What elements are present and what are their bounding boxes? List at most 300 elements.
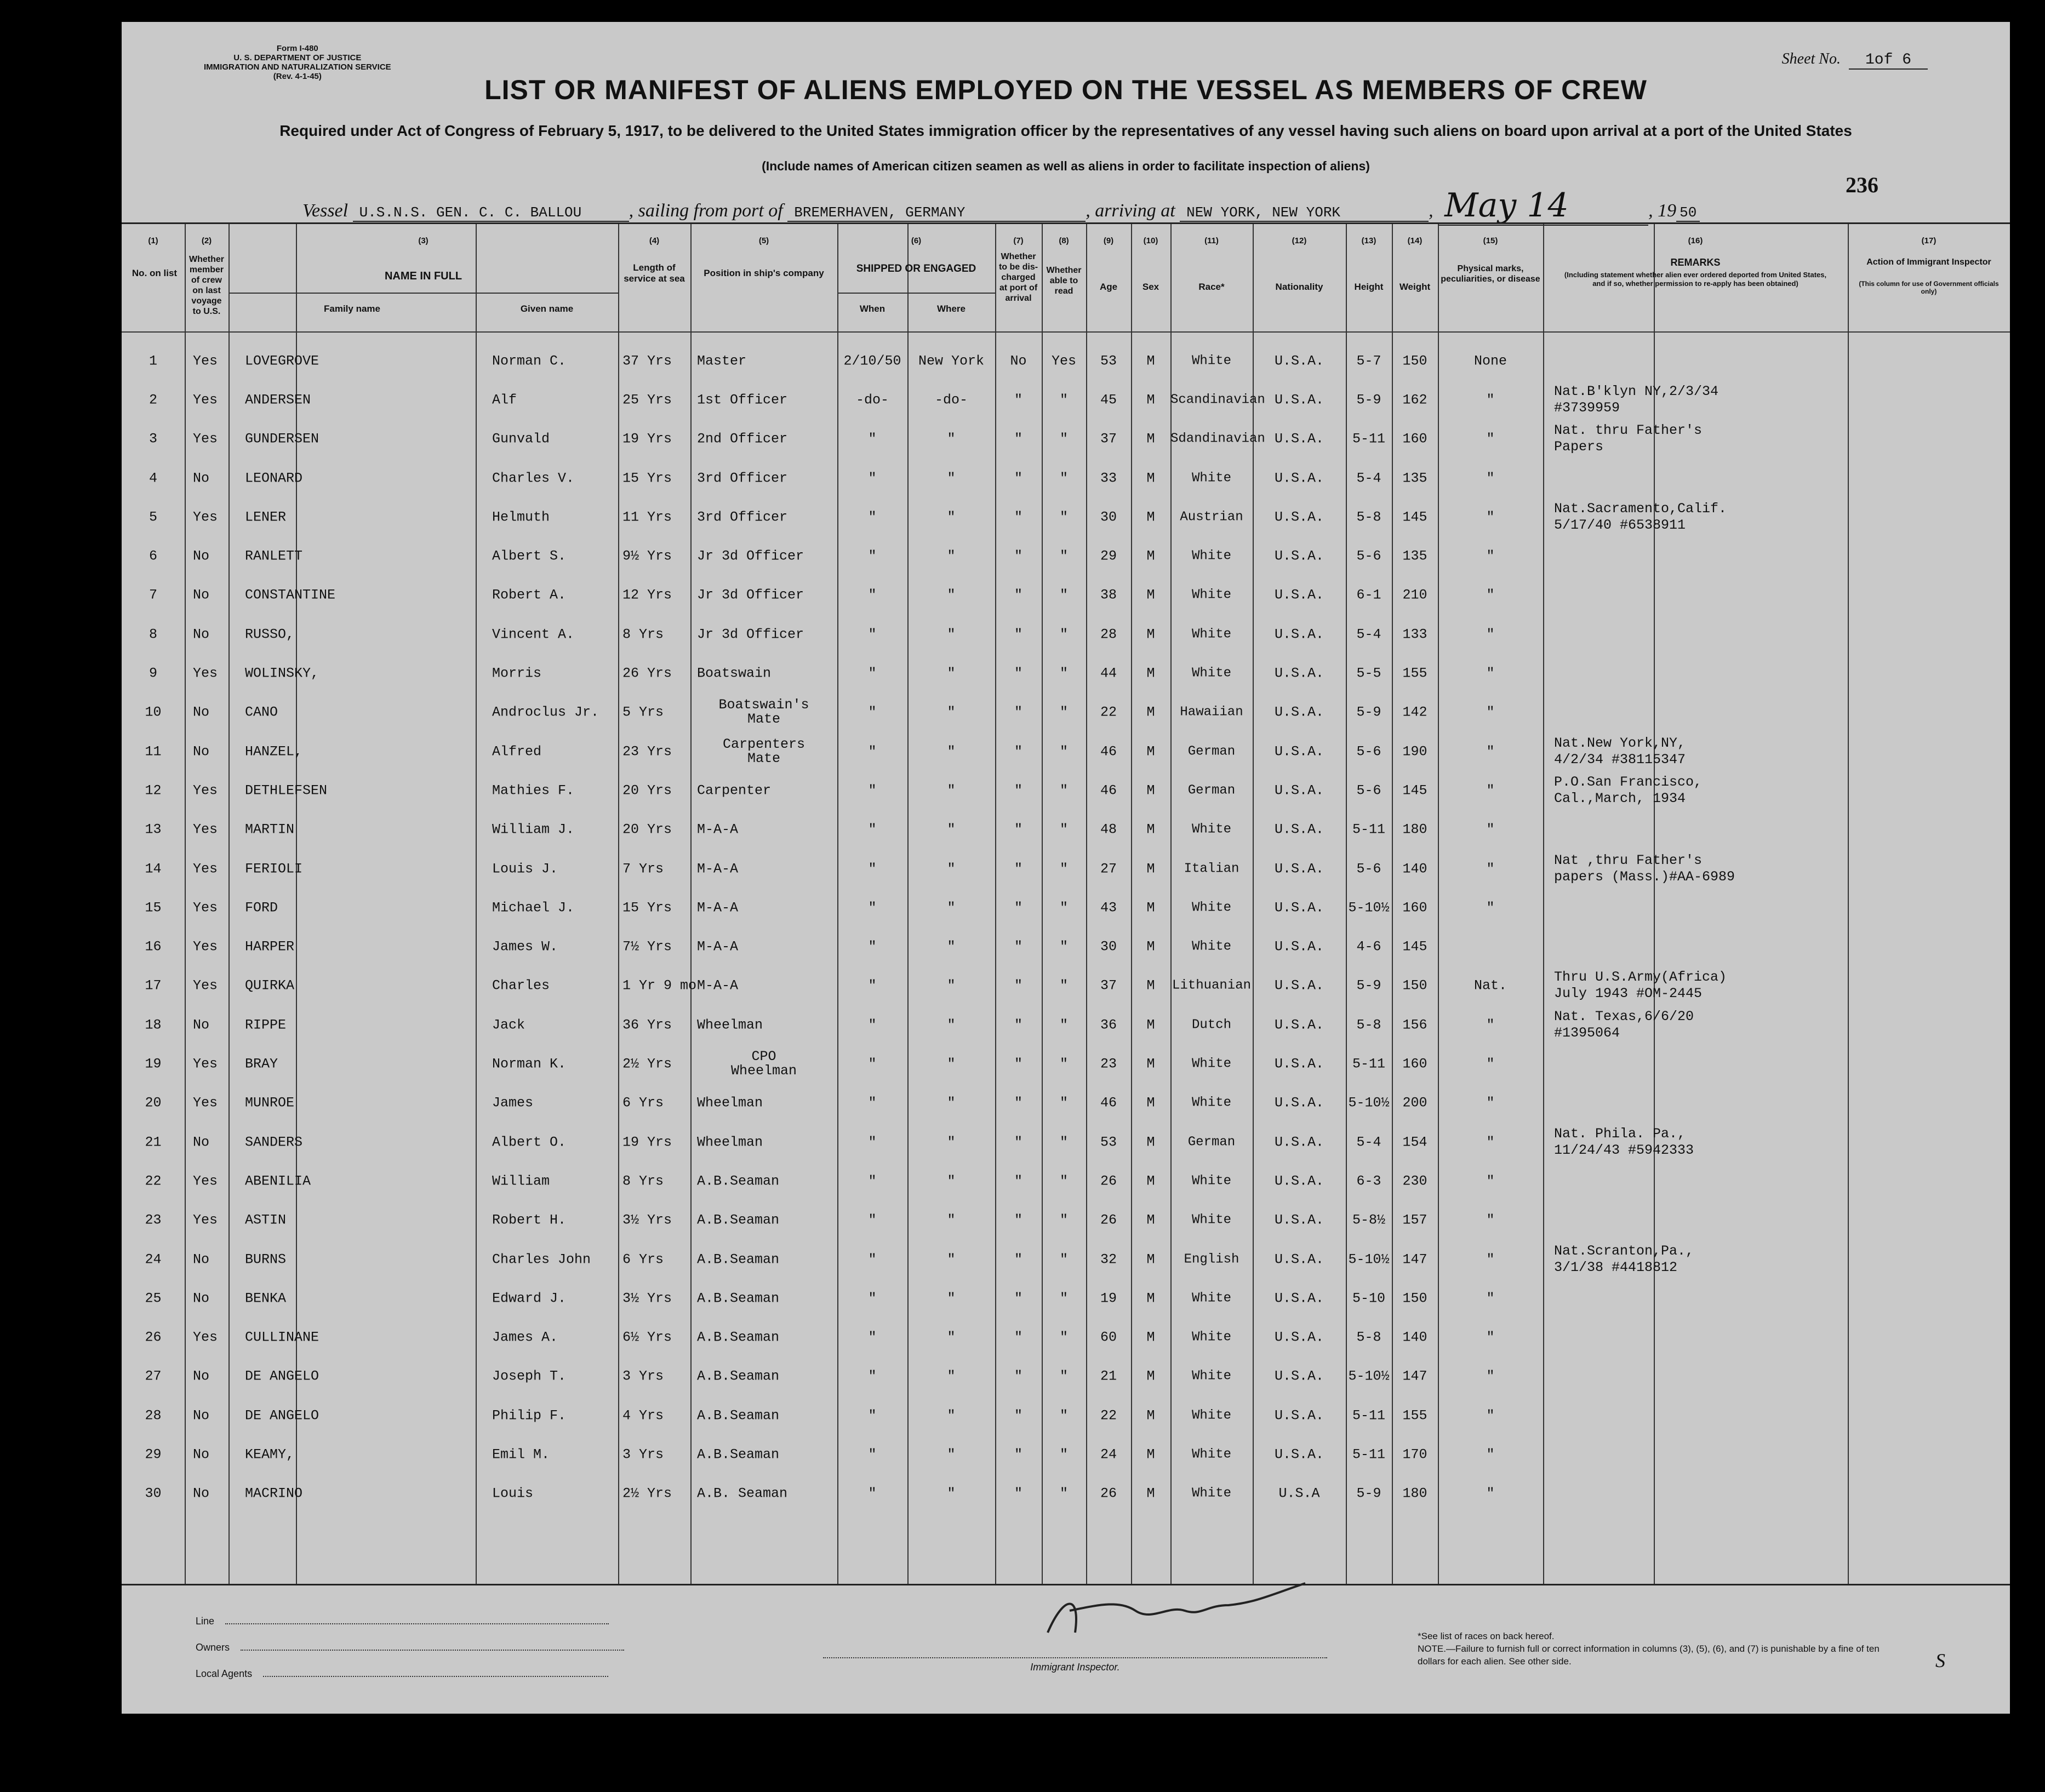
cell-position: A.B.Seaman (697, 1407, 780, 1424)
cell-where: " (947, 704, 956, 720)
cell-prev: Yes (193, 1329, 218, 1346)
table-row (122, 1396, 2010, 1435)
cell-marks: " (1486, 587, 1495, 603)
column-number: (12) (1292, 236, 1307, 245)
cell-where: " (947, 1095, 956, 1111)
cell-weight: 155 (1402, 665, 1427, 682)
owners-label: Owners (196, 1642, 230, 1653)
cell-prev: Yes (193, 1056, 218, 1072)
cell-race: White (1191, 1486, 1231, 1501)
cell-no: 26 (145, 1329, 162, 1346)
cell-race: White (1191, 471, 1231, 486)
cell-nationality: U.S.A. (1274, 431, 1324, 447)
header-race: Race* (1198, 282, 1225, 292)
cell-age: 29 (1100, 548, 1117, 564)
cell-prev: No (193, 1407, 210, 1424)
header-read: Whether able to read (1046, 266, 1082, 296)
cell-age: 45 (1100, 392, 1117, 408)
cell-family: MARTIN (245, 821, 295, 838)
cell-no: 18 (145, 1017, 162, 1033)
table-row (122, 1084, 2010, 1123)
table-row (122, 537, 2010, 576)
agents-blank (263, 1676, 608, 1677)
cell-remarks: Nat. Phila. Pa., 11/24/43 #5942333 (1554, 1125, 1694, 1158)
cell-family: CONSTANTINE (245, 587, 336, 603)
cell-where: " (947, 821, 956, 838)
header-given-name: Given name (520, 304, 574, 314)
column-number: (14) (1407, 236, 1423, 245)
cell-marks: " (1486, 1446, 1495, 1463)
cell-marks: " (1486, 900, 1495, 916)
cell-given: Charles V. (492, 470, 575, 486)
inspector-label: Immigrant Inspector. (823, 1657, 1327, 1673)
cell-read: " (1059, 1407, 1068, 1424)
cell-nationality: U.S.A. (1274, 1134, 1324, 1150)
penalty-note: NOTE.—Failure to furnish full or correct information in columns (3), (5), (6), and (7) is punishable by a fine of ten dollars for each alien. See other side. (1418, 1644, 1880, 1667)
column-number: (15) (1483, 236, 1498, 245)
cell-given: Norman C. (492, 353, 567, 369)
header-prev-voyage: Whether member of crew on last voyage to U.S. (189, 255, 224, 316)
cell-prev: Yes (193, 431, 218, 447)
cell-position: Wheelman (697, 1134, 763, 1150)
cell-marks: " (1486, 1407, 1495, 1424)
document-subtitle (122, 122, 2010, 140)
cell-race: White (1191, 627, 1231, 642)
cell-weight: 200 (1402, 1095, 1427, 1111)
cell-remarks: Nat.Scranton,Pa., 3/1/38 #4418812 (1554, 1243, 1694, 1275)
cell-no: 5 (148, 509, 157, 525)
cell-height: 6-1 (1356, 587, 1381, 603)
cell-sex: M (1146, 743, 1155, 760)
cell-where: " (947, 431, 956, 447)
owner-fields (196, 1608, 624, 1687)
cell-read: Yes (1051, 353, 1076, 369)
cell-nationality: U.S.A. (1274, 1095, 1324, 1111)
cell-nationality: U.S.A. (1274, 1407, 1324, 1424)
column-number: (7) (1013, 236, 1024, 245)
cell-age: 26 (1100, 1173, 1117, 1189)
manifest-sheet (122, 22, 2010, 1714)
cell-height: 5-8 (1356, 1017, 1381, 1033)
cell-no: 10 (145, 704, 162, 720)
cell-when: " (868, 1056, 877, 1072)
cell-marks: " (1486, 1134, 1495, 1150)
table-row (122, 966, 2010, 1005)
cell-prev: No (193, 743, 210, 760)
table-row (122, 1357, 2010, 1396)
cell-position: Wheelman (697, 1095, 763, 1111)
punch-hole (0, 164, 31, 193)
cell-when: " (868, 1134, 877, 1150)
cell-family: FORD (245, 900, 278, 916)
cell-race: Italian (1184, 861, 1239, 877)
table-row (122, 1123, 2010, 1161)
cell-read: " (1059, 1368, 1068, 1384)
agents-field (196, 1661, 624, 1687)
cell-height: 5-6 (1356, 548, 1381, 564)
cell-position: M-A-A (697, 821, 739, 838)
cell-service: 6½ Yrs (622, 1329, 672, 1346)
arrival-date-handwritten: May 14 (1438, 186, 1648, 226)
cell-position: M-A-A (697, 938, 739, 955)
cell-given: Charles (492, 977, 550, 994)
cell-read: " (1059, 1485, 1068, 1502)
subheader-rule (229, 293, 618, 294)
cell-sex: M (1146, 431, 1155, 447)
cell-given: Emil M. (492, 1446, 550, 1463)
cell-family: MUNROE (245, 1095, 295, 1111)
header-sex: Sex (1142, 282, 1159, 292)
cell-given: Alfred (492, 743, 542, 760)
header-position: Position in ship's company (704, 268, 824, 278)
cell-nationality: U.S.A. (1274, 743, 1324, 760)
cell-when: " (868, 1017, 877, 1033)
cell-discharged: " (1014, 1212, 1022, 1228)
column-number: (5) (758, 236, 769, 245)
cell-height: 5-10½ (1348, 1368, 1390, 1384)
cell-family: CANO (245, 704, 278, 720)
cell-nationality: U.S.A. (1274, 1251, 1324, 1268)
cell-service: 8 Yrs (622, 626, 664, 643)
cell-discharged: " (1014, 431, 1022, 447)
cell-where: " (947, 1368, 956, 1384)
cell-position: A.B.Seaman (697, 1251, 780, 1268)
cell-where: " (947, 900, 956, 916)
cell-discharged: " (1014, 861, 1022, 877)
cell-nationality: U.S.A. (1274, 1056, 1324, 1072)
cell-weight: 155 (1402, 1407, 1427, 1424)
table-row (122, 810, 2010, 849)
cell-read: " (1059, 1329, 1068, 1346)
cell-discharged: " (1014, 1134, 1022, 1150)
line-blank (225, 1623, 609, 1624)
cell-where: " (947, 509, 956, 525)
header-name: NAME IN FULL (384, 270, 462, 282)
cell-discharged: No (1010, 353, 1027, 369)
cell-family: BRAY (245, 1056, 278, 1072)
cell-discharged: " (1014, 1095, 1022, 1111)
cell-position: Wheelman (697, 1017, 763, 1033)
cell-given: James W. (492, 938, 558, 955)
cell-height: 5-4 (1356, 470, 1381, 486)
cell-discharged: " (1014, 1407, 1022, 1424)
cell-service: 20 Yrs (622, 782, 672, 799)
cell-marks: " (1486, 1056, 1495, 1072)
cell-weight: 210 (1402, 587, 1427, 603)
cell-position: M-A-A (697, 900, 739, 916)
cell-service: 15 Yrs (622, 470, 672, 486)
cell-where: " (947, 977, 956, 994)
cell-read: " (1059, 1212, 1068, 1228)
cell-race: White (1191, 548, 1231, 564)
table-row (122, 888, 2010, 927)
cell-age: 22 (1100, 1407, 1117, 1424)
cell-when: " (868, 1407, 877, 1424)
cell-remarks: Nat.New York,NY, 4/2/34 #38115347 (1554, 735, 1686, 768)
cell-when: " (868, 509, 877, 525)
cell-nationality: U.S.A. (1274, 900, 1324, 916)
punch-hole (0, 260, 31, 289)
cell-given: Edward J. (492, 1290, 567, 1307)
cell-height: 5-10½ (1348, 900, 1390, 916)
cell-read: " (1059, 1095, 1068, 1111)
cell-weight: 142 (1402, 704, 1427, 720)
cell-discharged: " (1014, 587, 1022, 603)
cell-age: 26 (1100, 1212, 1117, 1228)
cell-no: 11 (145, 743, 162, 760)
cell-discharged: " (1014, 1446, 1022, 1463)
cell-no: 3 (148, 431, 157, 447)
cell-marks: " (1486, 1329, 1495, 1346)
table-row (122, 420, 2010, 459)
cell-no: 29 (145, 1446, 162, 1463)
cell-sex: M (1146, 938, 1155, 955)
cell-sex: M (1146, 1368, 1155, 1384)
cell-weight: 145 (1402, 509, 1427, 525)
table-row (122, 849, 2010, 888)
cell-age: 43 (1100, 900, 1117, 916)
cell-position: A.B.Seaman (697, 1212, 780, 1228)
cell-sex: M (1146, 1290, 1155, 1307)
cell-where: " (947, 626, 956, 643)
cell-nationality: U.S.A. (1274, 1173, 1324, 1189)
cell-marks: " (1486, 1290, 1495, 1307)
cell-family: HANZEL, (245, 743, 303, 760)
cell-sex: M (1146, 548, 1155, 564)
cell-position: 1st Officer (697, 392, 788, 408)
cell-family: FERIOLI (245, 861, 303, 877)
cell-service: 3½ Yrs (622, 1290, 672, 1307)
cell-discharged: " (1014, 1017, 1022, 1033)
cell-no: 9 (148, 665, 157, 682)
cell-discharged: " (1014, 938, 1022, 955)
cell-race: White (1191, 1291, 1231, 1306)
cell-sex: M (1146, 1329, 1155, 1346)
cell-service: 3 Yrs (622, 1368, 664, 1384)
cell-when: " (868, 470, 877, 486)
cell-marks: " (1486, 1251, 1495, 1268)
cell-prev: No (193, 1017, 210, 1033)
cell-weight: 180 (1402, 821, 1427, 838)
cell-marks: " (1486, 392, 1495, 408)
cell-when: " (868, 1485, 877, 1502)
cell-prev: No (193, 1368, 210, 1384)
cell-position: 3rd Officer (697, 470, 788, 486)
cell-age: 27 (1100, 861, 1117, 877)
cell-when: " (868, 977, 877, 994)
cell-no: 6 (148, 548, 157, 564)
cell-when: " (868, 548, 877, 564)
cell-prev: Yes (193, 782, 218, 799)
cell-sex: M (1146, 1212, 1155, 1228)
cell-position: M-A-A (697, 977, 739, 994)
cell-marks: " (1486, 431, 1495, 447)
cell-given: Morris (492, 665, 542, 682)
cell-given: James A. (492, 1329, 558, 1346)
cell-race: White (1191, 1408, 1231, 1423)
cell-weight: 140 (1402, 1329, 1427, 1346)
cell-marks: " (1486, 1095, 1495, 1111)
cell-service: 36 Yrs (622, 1017, 672, 1033)
cell-when: " (868, 1446, 877, 1463)
cell-read: " (1059, 782, 1068, 799)
cell-service: 5 Yrs (622, 704, 664, 720)
cell-age: 44 (1100, 665, 1117, 682)
cell-sex: M (1146, 1134, 1155, 1150)
header-age: Age (1099, 282, 1118, 292)
column-number: (1) (148, 236, 158, 245)
cell-when: " (868, 1173, 877, 1189)
column-number: (9) (1103, 236, 1114, 245)
cell-marks: " (1486, 704, 1495, 720)
cell-sex: M (1146, 353, 1155, 369)
cell-race: English (1184, 1252, 1239, 1267)
table-row (122, 380, 2010, 419)
cell-discharged: " (1014, 1290, 1022, 1307)
table-row (122, 497, 2010, 536)
cell-height: 5-11 (1352, 1056, 1385, 1072)
cell-service: 6 Yrs (622, 1095, 664, 1111)
cell-service: 19 Yrs (622, 1134, 672, 1150)
cell-weight: 160 (1402, 1056, 1427, 1072)
cell-prev: Yes (193, 977, 218, 994)
cell-where: " (947, 548, 956, 564)
cell-family: DE ANGELO (245, 1407, 319, 1424)
cell-weight: 190 (1402, 743, 1427, 760)
cell-prev: No (193, 587, 210, 603)
cell-age: 26 (1100, 1485, 1117, 1502)
cell-given: Mathies F. (492, 782, 575, 799)
cell-read: " (1059, 743, 1068, 760)
cell-given: Albert S. (492, 548, 567, 564)
cell-race: White (1191, 1095, 1231, 1110)
cell-read: " (1059, 1017, 1068, 1033)
cell-age: 19 (1100, 1290, 1117, 1307)
table-row (122, 771, 2010, 810)
cell-given: Gunvald (492, 431, 550, 447)
cell-sex: M (1146, 626, 1155, 643)
cell-sex: M (1146, 782, 1155, 799)
header-rule (122, 331, 2010, 333)
table-row (122, 1279, 2010, 1318)
cell-position: Jr 3d Officer (697, 587, 804, 603)
cell-no: 15 (145, 900, 162, 916)
cell-weight: 154 (1402, 1134, 1427, 1150)
cell-sex: M (1146, 1485, 1155, 1502)
cell-when: " (868, 1251, 877, 1268)
cell-service: 1 Yr 9 mo (622, 977, 697, 994)
cell-race: Scandinavian (1170, 392, 1265, 408)
cell-remarks: Nat. thru Father's Papers (1554, 422, 1703, 455)
cell-height: 5-6 (1356, 743, 1381, 760)
vessel-name: U.S.N.S. GEN. C. C. BALLOU (353, 204, 629, 222)
cell-sex: M (1146, 1446, 1155, 1463)
cell-race: Sdandinavian (1170, 431, 1265, 446)
cell-sex: M (1146, 509, 1155, 525)
cell-sex: M (1146, 977, 1155, 994)
cell-no: 25 (145, 1290, 162, 1307)
cell-marks: " (1486, 1368, 1495, 1384)
cell-read: " (1059, 1446, 1068, 1463)
cell-family: LENER (245, 509, 287, 525)
cell-service: 8 Yrs (622, 1173, 664, 1189)
table-row (122, 1318, 2010, 1357)
cell-family: SANDERS (245, 1134, 303, 1150)
cell-nationality: U.S.A. (1274, 1446, 1324, 1463)
header-height: Height (1354, 282, 1384, 292)
cell-family: CULLINANE (245, 1329, 319, 1346)
cell-age: 36 (1100, 1017, 1117, 1033)
cell-position: A.B.Seaman (697, 1173, 780, 1189)
cell-prev: Yes (193, 1173, 218, 1189)
cell-when: " (868, 1329, 877, 1346)
cell-prev: No (193, 470, 210, 486)
owners-field (196, 1634, 624, 1661)
cell-weight: 156 (1402, 1017, 1427, 1033)
cell-nationality: U.S.A. (1274, 548, 1324, 564)
cell-marks: " (1486, 782, 1495, 799)
cell-sex: M (1146, 861, 1155, 877)
header-no: No. on list (132, 268, 178, 278)
header-weight: Weight (1399, 282, 1431, 292)
cell-where: " (947, 938, 956, 955)
cell-race: White (1191, 939, 1231, 954)
cell-race: White (1191, 1212, 1231, 1228)
cell-where: " (947, 1290, 956, 1307)
cell-given: Albert O. (492, 1134, 567, 1150)
cell-where: " (947, 1017, 956, 1033)
cell-marks: " (1486, 1173, 1495, 1189)
cell-no: 27 (145, 1368, 162, 1384)
cell-given: Androclus Jr. (492, 704, 599, 720)
owners-blank (241, 1650, 624, 1651)
cell-where: " (947, 1056, 956, 1072)
document-subtitle-2: (Include names of American citizen seamen as well as aliens in order to facilitate inspection of aliens) (762, 159, 1370, 173)
column-number: (16) (1688, 236, 1703, 245)
line-field (196, 1608, 624, 1634)
cell-age: 38 (1100, 587, 1117, 603)
cell-weight: 133 (1402, 626, 1427, 643)
cell-position: 2nd Officer (697, 431, 788, 447)
cell-no: 12 (145, 782, 162, 799)
sheet-number-value: 1of 6 (1849, 51, 1928, 70)
form-service: IMMIGRATION AND NATURALIZATION SERVICE (204, 62, 391, 72)
header-where: Where (937, 304, 966, 314)
cell-family: ANDERSEN (245, 392, 311, 408)
cell-when: " (868, 587, 877, 603)
header-remarks: REMARKS (1670, 257, 1721, 268)
header-when: When (859, 304, 886, 314)
table-row (122, 1044, 2010, 1083)
cell-family: HARPER (245, 938, 295, 955)
cell-marks: None (1473, 353, 1507, 369)
header-service: Length of service at sea (624, 262, 685, 284)
cell-read: " (1059, 470, 1068, 486)
table-row (122, 615, 2010, 654)
cell-race: Hawaiian (1180, 705, 1243, 720)
cell-read: " (1059, 1173, 1068, 1189)
cell-age: 30 (1100, 938, 1117, 955)
cell-height: 5-10½ (1348, 1251, 1390, 1268)
cell-prev: Yes (193, 353, 218, 369)
cell-weight: 145 (1402, 782, 1427, 799)
cell-discharged: " (1014, 704, 1022, 720)
cell-when: " (868, 821, 877, 838)
cell-no: 7 (148, 587, 157, 603)
cell-service: 7½ Yrs (622, 938, 672, 955)
cell-race: White (1191, 1330, 1231, 1345)
cell-race: White (1191, 822, 1231, 837)
